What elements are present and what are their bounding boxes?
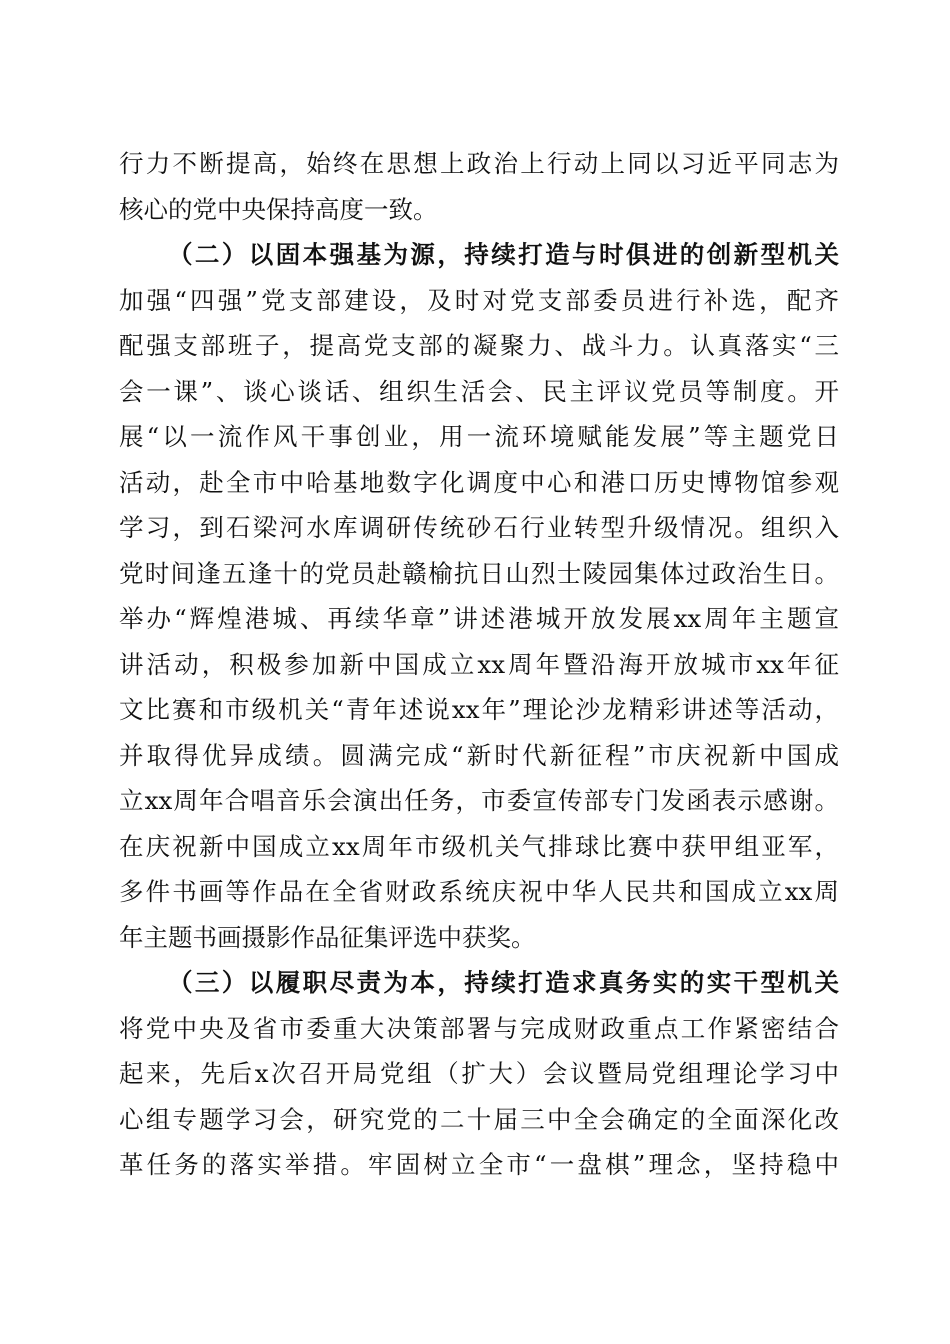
body-text-line: 行力不断提高，始终在思想上政治上行动上同以习近平同志为: [119, 149, 839, 178]
body-text-line: 立xx周年合唱音乐会演出任务，市委宣传部专门发函表示感谢。: [119, 786, 839, 815]
body-text-line: 讲活动，积极参加新中国成立xx周年暨沿海开放城市xx年征: [119, 650, 839, 679]
body-text-line: 展“以一流作风干事创业，用一流环境赋能发展”等主题党日: [119, 422, 839, 451]
body-text-line: 年主题书画摄影作品征集评选中获奖。: [119, 923, 536, 952]
body-text-line: 党时间逢五逢十的党员赴赣榆抗日山烈士陵园集体过政治生日。: [119, 559, 839, 588]
body-text-line: 起来，先后x次召开局党组（扩大）会议暨局党组理论学习中: [119, 1059, 839, 1088]
body-text-line: 配强支部班子，提高党支部的凝聚力、战斗力。认真落实“三: [119, 331, 839, 360]
body-text-line: 多件书画等作品在全省财政系统庆祝中华人民共和国成立xx周: [119, 877, 839, 906]
body-text-line: 将党中央及省市委重大决策部署与完成财政重点工作紧密结合: [119, 1014, 839, 1043]
section-heading-2: （二）以固本强基为源，持续打造与时俱进的创新型机关: [168, 240, 839, 269]
body-text-line: 核心的党中央保持高度一致。: [119, 195, 438, 224]
body-text-line: 在庆祝新中国成立xx周年市级机关气排球比赛中获甲组亚军，: [119, 832, 839, 861]
body-text-line: 革任务的落实举措。牢固树立全市“一盘棋”理念，坚持稳中: [119, 1150, 839, 1179]
body-text-line: 会一课”、谈心谈话、组织生活会、民主评议党员等制度。开: [119, 377, 839, 406]
body-text-line: 活动，赴全市中哈基地数字化调度中心和港口历史博物馆参观: [119, 468, 839, 497]
body-text-line: 并取得优异成绩。圆满完成“新时代新征程”市庆祝新中国成: [119, 741, 839, 770]
body-text-line: 举办“辉煌港城、再续华章”讲述港城开放发展xx周年主题宣: [119, 604, 839, 633]
body-text-line: 文比赛和市级机关“青年述说xx年”理论沙龙精彩讲述等活动，: [119, 695, 839, 724]
body-text-line: 心组专题学习会，研究党的二十届三中全会确定的全面深化改: [119, 1105, 839, 1134]
body-text-line: 加强“四强”党支部建设，及时对党支部委员进行补选，配齐: [119, 286, 839, 315]
section-heading-3: （三）以履职尽责为本，持续打造求真务实的实干型机关: [168, 968, 839, 997]
body-text-line: 学习，到石梁河水库调研传统砂石行业转型升级情况。组织入: [119, 513, 839, 542]
